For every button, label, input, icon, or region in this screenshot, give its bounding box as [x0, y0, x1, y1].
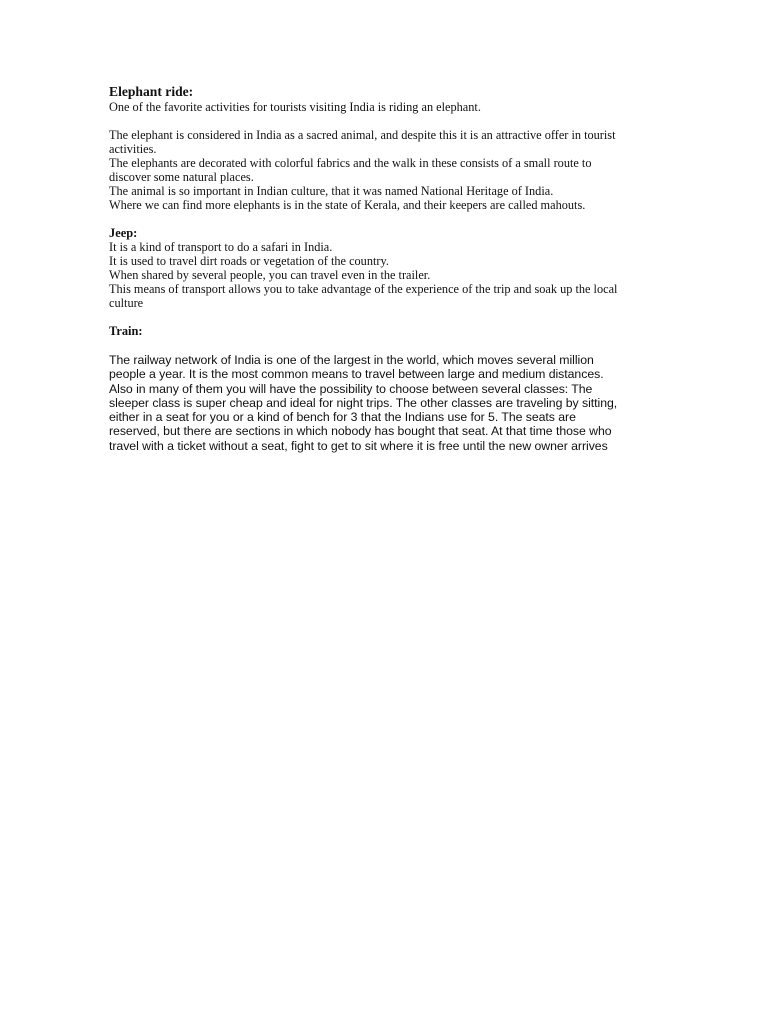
- paragraph-gap: [109, 338, 649, 353]
- train-line: The railway network of India is one of the largest in the world, which moves several million: [109, 353, 594, 367]
- jeep-line: When shared by several people, you can travel even in the trailer.: [109, 268, 431, 282]
- train-line: Also in many of them you will have the possibility to choose between several classes: The: [109, 381, 593, 396]
- train-line: reserved, but there are sections in which nobody has bought that seat. At that time those who: [109, 424, 612, 439]
- heading-jeep: Jeep:: [109, 226, 138, 240]
- elephant-line: The elephant is considered in India as a sacred animal, and despite this it is an attractive offer in tourist: [109, 128, 616, 142]
- elephant-line: Where we can find more elephants is in the state of Kerala, and their keepers are called mahouts.: [109, 198, 586, 212]
- train-line: either in a seat for you or a kind of bench for 3 that the Indians use for 5. The seats are: [109, 410, 576, 425]
- train-line: sleeper class is super cheap and ideal for night trips. The other classes are traveling by sitting,: [109, 395, 618, 410]
- jeep-line: culture: [109, 296, 144, 310]
- elephant-line: activities.: [109, 142, 157, 156]
- document-page: [109, 84, 649, 453]
- train-line: travel with a ticket without a seat, fight to get to sit where it is free until the new owner arrives: [109, 438, 608, 453]
- section-gap: [109, 310, 649, 324]
- heading-train: Train:: [109, 324, 143, 338]
- elephant-line: discover some natural places.: [109, 170, 254, 184]
- paragraph-gap: [109, 114, 649, 128]
- elephant-line: The elephants are decorated with colorful fabrics and the walk in these consists of a small route to: [109, 156, 592, 170]
- section-gap: [109, 212, 649, 226]
- jeep-line: It is used to travel dirt roads or vegetation of the country.: [109, 254, 389, 268]
- jeep-line: This means of transport allows you to take advantage of the experience of the trip and soak up the local: [109, 282, 618, 296]
- heading-elephant-ride: Elephant ride:: [109, 84, 194, 99]
- elephant-line: One of the favorite activities for tourists visiting India is riding an elephant.: [109, 100, 481, 114]
- elephant-line: The animal is so important in Indian culture, that it was named National Heritage of India.: [109, 184, 554, 198]
- jeep-line: It is a kind of transport to do a safari in India.: [109, 240, 333, 254]
- train-line: people a year. It is the most common means to travel between large and medium distances.: [109, 367, 604, 382]
